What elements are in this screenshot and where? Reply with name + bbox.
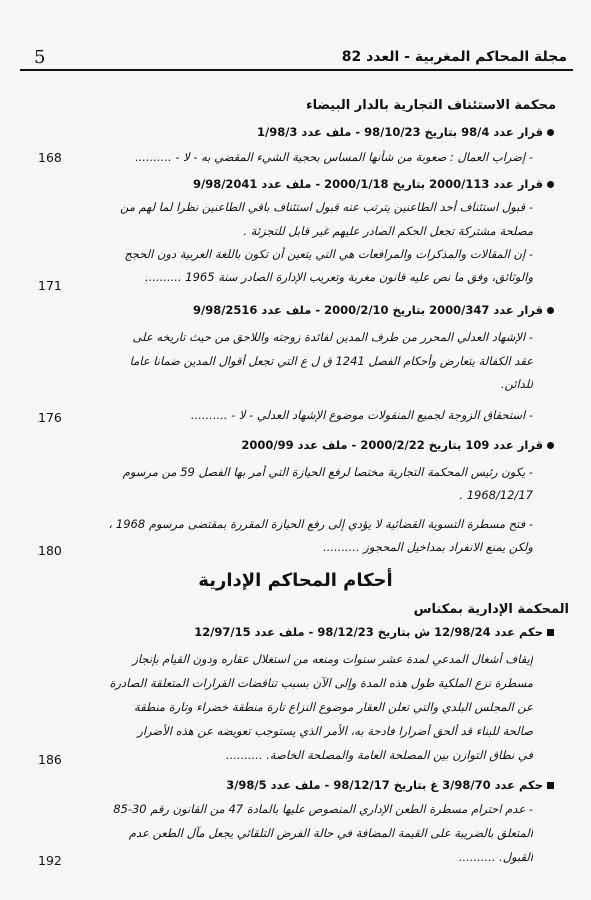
decision-heading: قرار عدد 109 بتاريخ 2000/2/22 - ملف عدد 2000/99 — [180, 438, 554, 452]
summary-line: والوثائق، وفق ما نص عليه قانون مغربة وتعريب الإدارة الصادر سنة 1965 .......... — [145, 270, 533, 284]
decision-heading: حكم عدد 12/98/24 ش بتاريخ 98/12/23 - ملف عدد 12/97/15 — [180, 625, 554, 639]
decision-heading: قرار عدد 2000/347 بتاريخ 2000/2/10 - ملف عدد 9/98/2516 — [180, 303, 554, 317]
summary-line: - يكون رئيس المحكمة التجارية مختصا لرفع الحيازة التي أمر بها الفصل 59 من مرسوم — [122, 465, 533, 479]
summary-line: مسطرة نزع الملكية طول هذه المدة وإلى الآن بسبب تناقضات القرارات المتعلقة الصادرة — [109, 676, 533, 690]
summary-line: في نطاق التوازن بين المصلحة العامة والمصلحة الخاصة. .......... — [226, 748, 533, 762]
bullet-icon — [547, 181, 554, 188]
summary-line: القبول. .......... — [458, 850, 533, 864]
decision-heading: قرار عدد 98/4 بتاريخ 98/10/23 - ملف عدد 1/98/3 — [180, 125, 554, 139]
summary-line: - فتح مسطرة التسوية القضائية لا يؤدي إلى رفع الحيازة المقررة بمقتضى مرسوم 1968 ، — [108, 517, 533, 531]
summary-line: إيقاف أشغال المدعي لمدة عشر سنوات ومنعه من استغلال عقاره ودون القيام بإنجاز — [132, 652, 533, 666]
journal-title: مجلة المحاكم المغربية - العدد 82 — [341, 49, 567, 65]
page-reference: 176 — [38, 410, 62, 425]
summary-line: - استحقاق الزوجة لجميع المنقولات موضوع الإشهاد العدلي - لا - .......... — [190, 408, 533, 422]
page-reference: 180 — [38, 543, 62, 558]
summary-line: ولكن يمنع الانفراد بمداخيل المحجوز .......... — [323, 540, 533, 554]
bullet-icon — [547, 442, 554, 449]
summary-line: 1968/12/17 . — [459, 488, 533, 502]
summary-line: للدائن. — [500, 377, 533, 391]
summary-line: - عدم احترام مسطرة الطعن الإداري المنصوص عليها بالمادة 47 من القانون رقم 30-85 — [113, 802, 533, 816]
page-reference: 186 — [38, 752, 62, 767]
summary-line: - الإشهاد العدلي المحرر من طرف المدين لفائدة زوجته واللاحق من حيث تاريخه على — [132, 330, 533, 344]
summary-line: مصلحة مشتركة تجعل الحكم الصادر عليهم غير قابل للتجزئة . — [243, 224, 533, 238]
square-bullet-icon — [547, 629, 554, 636]
summary-line: - إن المقالات والمذكرات والمرافعات هي التي يتعين أن تكون باللغة العربية دون الحجج — [124, 247, 533, 261]
square-bullet-icon — [547, 782, 554, 789]
summary-line: - إضراب العمال : صعوبة من شأنها المساس بحجية الشيء المقضي به - لا - .......... — [135, 150, 533, 164]
page-reference: 192 — [38, 853, 62, 868]
page-reference: 171 — [38, 278, 62, 293]
summary-line: عقد الكفالة يتعارض وأحكام الفصل 1241 ق ل ع التي تجعل أقوال المدين ضمانا عاما — [129, 354, 533, 368]
summary-line: المتعلق بالضريبة على القيمة المضافة في حالة الفرض التلقائي يجعل مآل الطعن عدم — [128, 826, 533, 840]
decision-heading: قرار عدد 2000/113 بتاريخ 2000/1/18 - ملف عدد 9/98/2041 — [180, 177, 554, 191]
section-title-commercial-court: محكمة الاستئناف التجارية بالدار البيضاء — [305, 98, 556, 113]
summary-line: عن المجلس البلدي والتي تعلن العقار موضوع النزاع تارة منطقة خضراء وتارة منطقة — [134, 700, 533, 714]
bullet-icon — [547, 129, 554, 136]
header-rule — [20, 69, 573, 71]
decision-heading: حكم عدد 3/98/70 غ بتاريخ 98/12/17 - ملف عدد 3/98/5 — [180, 778, 554, 792]
summary-line: - قبول استئناف أحد الطاعنين يترتب عنه قبول استئناف باقي الطاعنين نظرا لما لهم من — [120, 200, 533, 214]
summary-line: صالحة للبناء قد ألحق أضرارا فادحة به، الأمر الذي يستوجب تعويضه عن هذه الأضرار — [137, 724, 533, 738]
running-header — [20, 47, 573, 69]
page-reference: 168 — [38, 150, 62, 165]
bullet-icon — [547, 307, 554, 314]
page-number: 5 — [34, 47, 46, 68]
section-title-administrative-courts: أحكام المحاكم الإدارية — [198, 570, 393, 591]
court-name: المحكمة الإدارية بمكناس — [413, 602, 569, 617]
